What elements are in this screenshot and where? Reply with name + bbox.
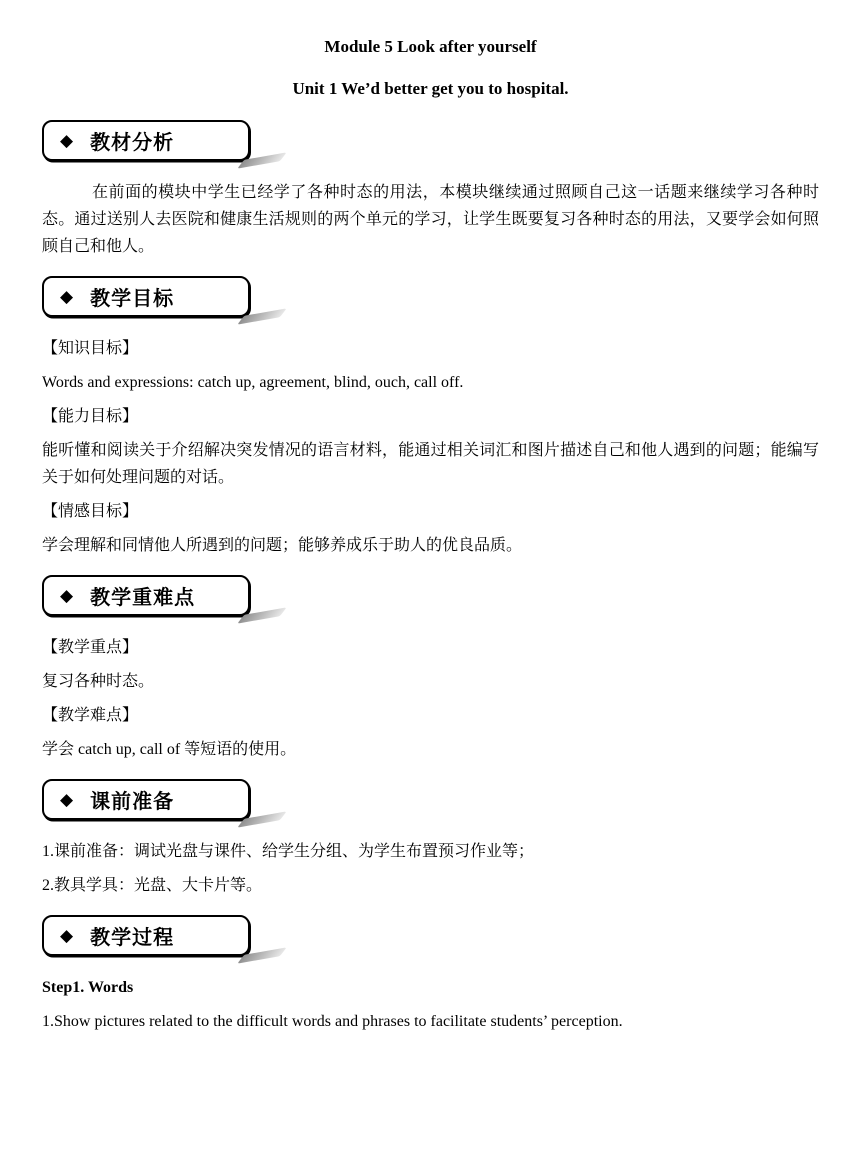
section-heading-objectives: 教学目标 [90,288,175,310]
emotion-objective-label: 【情感目标】 [42,503,139,520]
section-heading-analysis: 教材分析 [90,132,175,154]
diamond-icon: ◆ [60,790,74,809]
diamond-icon: ◆ [60,287,74,306]
knowledge-objective-text: Words and expressions: catch up, agreement, blind, ouch, call off. [42,374,464,391]
emotion-objective-text: 学会理解和同情他人所遇到的问题；能够养成乐于助人的优良品质。 [42,537,523,554]
doc-title: Module 5 Look after yourself [324,37,537,56]
diamond-icon: ◆ [60,586,74,605]
section-box-analysis [42,120,250,161]
difficult-point-text: 学会 catch up, call of 等短语的使用。 [42,741,297,758]
analysis-paragraph: 在前面的模块中学生已经学了各种时态的用法，本模块继续通过照顾自己这一话题来继续学习各种时态。通过送别人去医院和健康生活规则的两个单元的学习，让学生既要复习各种时态的用法，又要学会如何照顾自己和他人。 [42,184,819,255]
section-header-key-points [42,575,819,616]
section-box-preparation [42,779,250,820]
knowledge-objective-label: 【知识目标】 [42,340,139,357]
section-box-key-points [42,575,250,616]
key-point-label: 【教学重点】 [42,639,139,656]
doc-subtitle: Unit 1 We’d better get you to hospital. [292,79,569,98]
section-heading-preparation: 课前准备 [90,791,175,813]
preparation-item-1: 1.课前准备：调试光盘与课件、给学生分组、为学生布置预习作业等； [42,843,535,860]
diamond-icon: ◆ [60,926,74,945]
ability-objective-text: 能听懂和阅读关于介绍解决突发情况的语言材料，能通过相关词汇和图片描述自己和他人遇到的问题；能编写关于如何处理问题的对话。 [42,442,819,486]
step1-title: Step1. Words [42,979,134,996]
section-heading-key-points: 教学重难点 [90,587,196,609]
section-box-process [42,915,250,956]
section-heading-process: 教学过程 [90,927,175,949]
diamond-icon: ◆ [60,131,74,150]
section-box-objectives [42,276,250,317]
key-point-text: 复习各种时态。 [42,673,155,690]
preparation-item-2: 2.教具学具：光盘、大卡片等。 [42,877,263,894]
section-header-objectives [42,276,819,317]
step1-item-1: 1.Show pictures related to the difficult words and phrases to facilitate students’ perception. [42,1013,623,1030]
difficult-point-label: 【教学难点】 [42,707,139,724]
ability-objective-label: 【能力目标】 [42,408,139,425]
section-header-process [42,915,819,956]
section-header-preparation [42,779,819,820]
section-header-analysis [42,120,819,161]
